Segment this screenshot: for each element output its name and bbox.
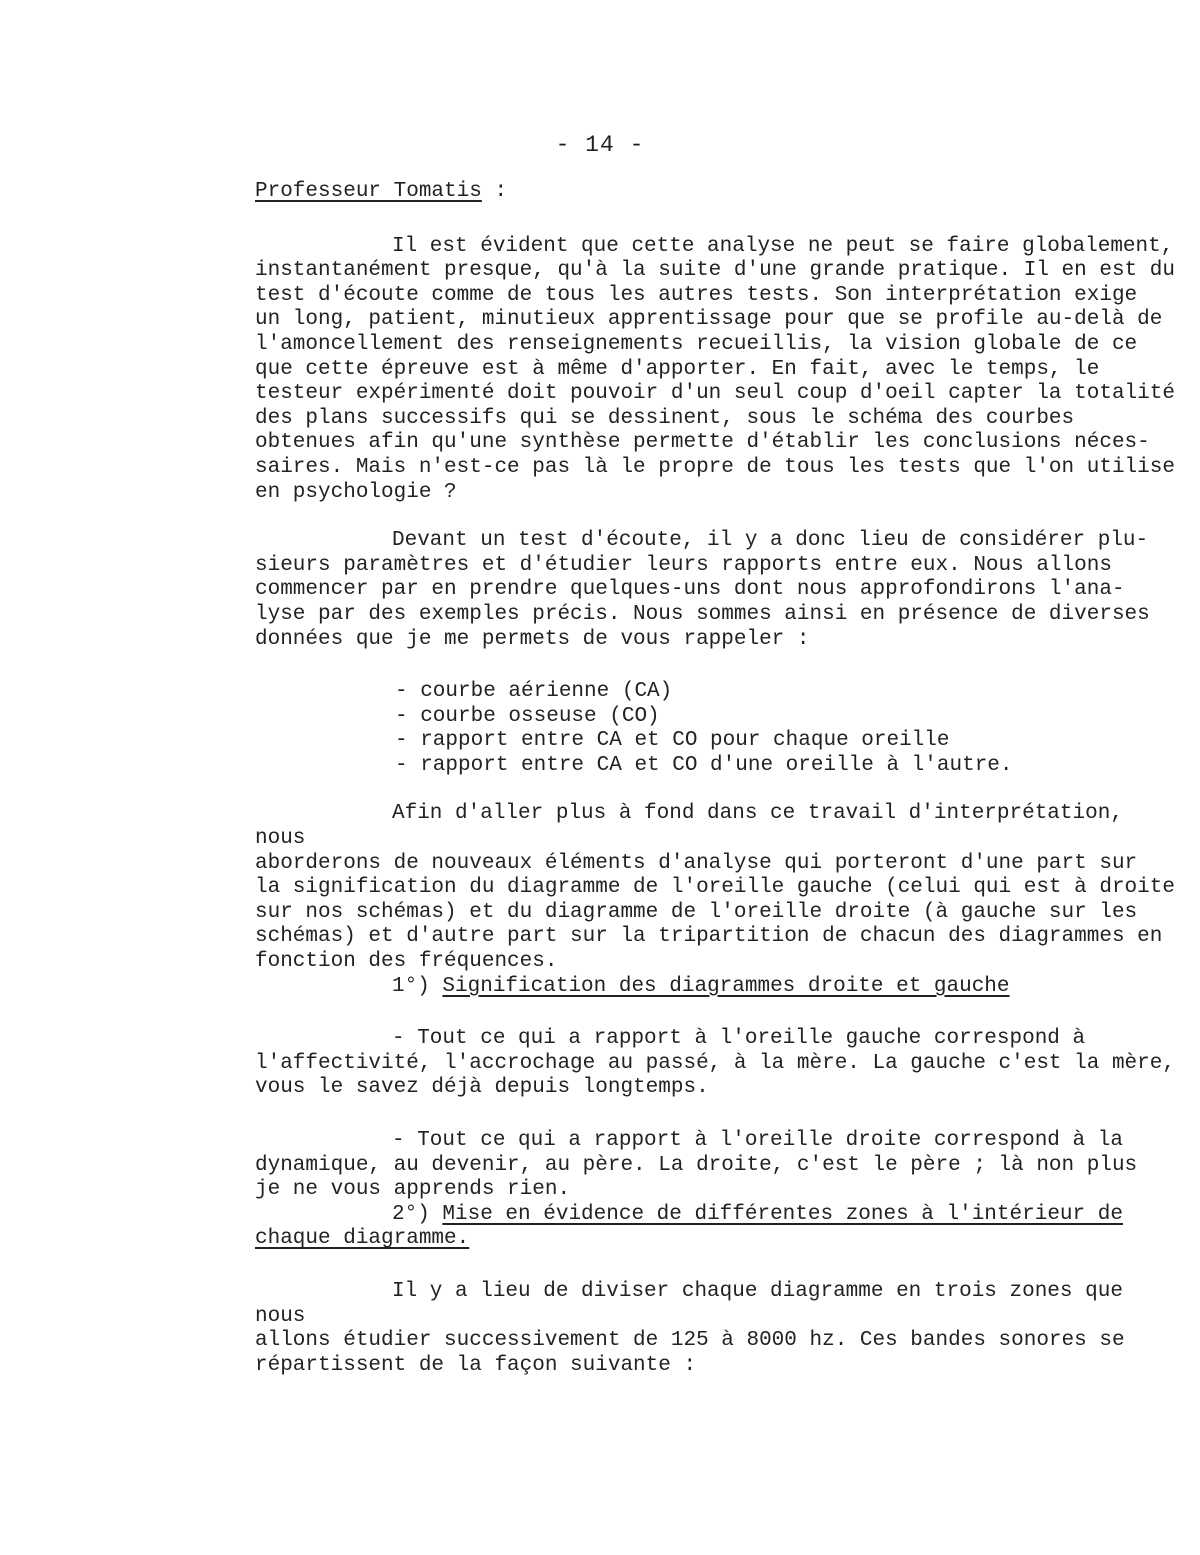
section-1-text: Signification des diagrammes droite et gauche — [442, 974, 1010, 998]
list-item: - courbe osseuse (CO) — [395, 704, 660, 728]
paragraph-5: - Tout ce qui a rapport à l'oreille droite correspond à la dynamique, au devenir, au père. La droite, c'est le père ; là non plus je ne vous apprends rien. — [255, 1129, 1138, 1202]
paragraph-6: Il y a lieu de diviser chaque diagramme en trois zones que nous allons étudier successivement de 125 à 8000 hz. Ces bandes sonores se répartissent de la façon suivante : — [255, 1279, 1125, 1377]
speaker-colon: : — [481, 180, 508, 203]
section-2-number: 2°) — [392, 1202, 430, 1226]
paragraph-2: Devant un test d'écoute, il y a donc lieu de considérer plu- sieurs paramètres et d'étudier leurs rapports entre eux. Nous allons commencer par en prendre quelques-uns dont nous approfondirons l'ana- lyse par des exemples précis. Nous sommes ainsi en présence de diverses données que je me permets de vous rappeler : — [255, 529, 1150, 651]
speaker-name: Professeur Tomatis — [255, 180, 482, 203]
section-2-text-line2: chaque diagramme. — [255, 1227, 470, 1251]
list-item: - rapport entre CA et CO pour chaque oreille — [395, 729, 950, 753]
section-1-title — [255, 975, 1185, 1000]
paragraph-3: Afin d'aller plus à fond dans ce travail d'interprétation, nous aborderons de nouveaux éléments d'analyse qui porteront d'une part sur la signification du diagramme de l'oreille gauche (celui qui est à droite sur nos schémas) et du diagramme de l'oreille droite (à gauche sur les schémas) et d'autre part sur la tripartition de chacun des diagrammes en fonction des fréquences. — [255, 802, 1175, 974]
section-2-title — [255, 1203, 1185, 1252]
list-item: - rapport entre CA et CO d'une oreille à l'autre. — [395, 753, 1013, 777]
list-item: - courbe aérienne (CA) — [395, 680, 673, 704]
page-number: - 14 - — [555, 132, 645, 158]
paragraph-1: Il est évident que cette analyse ne peut se faire globalement, instantanément presque, qu'à la suite d'une grande pratique. Il en est du test d'écoute comme de tous les autres tests. Son interprétation exige un long, patient, minutieux apprentissage pour que se profile au-delà de l'amoncellement des renseignements recueillis, la vision globale de ce que cette épreuve est à même d'apporter. En fait, avec le temps, le testeur expérimenté doit pouvoir d'un seul coup d'oeil capter la totalité des plans successifs qui se dessinent, sous le schéma des courbes obtenues afin qu'une synthèse permette d'établir les conclusions néces- saires. Mais n'est-ce pas là le propre de tous les tests que l'on utilise en psychologie ? — [255, 234, 1175, 504]
speaker-heading — [255, 180, 1185, 205]
parameter-list — [255, 680, 1185, 778]
paragraph-4: - Tout ce qui a rapport à l'oreille gauche correspond à l'affectivité, l'accrochage au passé, à la mère. La gauche c'est la mère, vous le savez déjà depuis longtemps. — [255, 1027, 1175, 1100]
section-2-text-line1: Mise en évidence de différentes zones à l'intérieur de — [442, 1202, 1123, 1226]
section-1-number: 1°) — [392, 974, 430, 998]
document-body — [255, 180, 1185, 1378]
